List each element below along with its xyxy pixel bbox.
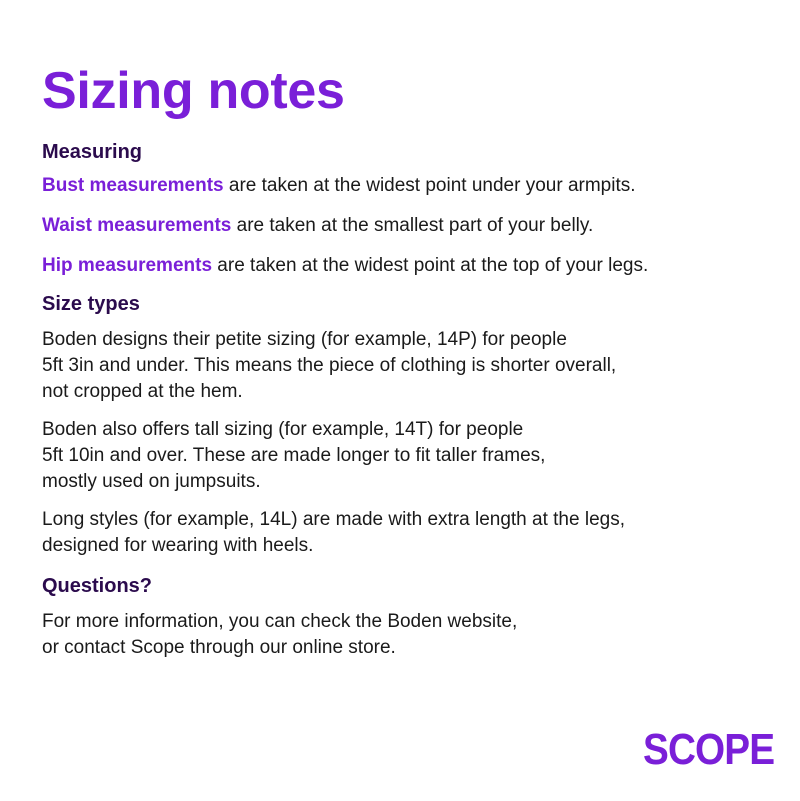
hip-measurement-note xyxy=(42,253,772,279)
tall-line: 5ft 10in and over. These are made longer to fit taller frames, xyxy=(42,445,546,466)
measuring-heading: Measuring xyxy=(42,141,143,163)
bust-term: Bust measurements xyxy=(42,175,224,196)
tall-line: Boden also offers tall sizing (for example, 14T) for people xyxy=(42,419,524,440)
scope-logo: SCOPE xyxy=(643,725,775,774)
tall-line: mostly used on jumpsuits. xyxy=(42,471,261,492)
info-line: For more information, you can check the Boden website, xyxy=(42,611,518,632)
more-info-paragraph xyxy=(42,609,772,661)
info-line: or contact Scope through our online store. xyxy=(42,637,396,658)
sizing-notes-card xyxy=(42,58,772,661)
petite-line: 5ft 3in and under. This means the piece of clothing is shorter overall, xyxy=(42,355,617,376)
petite-line: not cropped at the hem. xyxy=(42,381,243,402)
waist-description: are taken at the smallest part of your belly. xyxy=(231,215,594,236)
size-types-heading: Size types xyxy=(42,293,140,315)
tall-sizing-paragraph xyxy=(42,417,772,495)
bust-description: are taken at the widest point under your armpits. xyxy=(223,175,636,196)
bust-measurement-note xyxy=(42,173,772,199)
long-line: designed for wearing with heels. xyxy=(42,535,314,556)
petite-sizing-paragraph xyxy=(42,327,772,405)
petite-line: Boden designs their petite sizing (for example, 14P) for people xyxy=(42,329,567,350)
hip-term: Hip measurements xyxy=(42,255,213,276)
long-line: Long styles (for example, 14L) are made with extra length at the legs, xyxy=(42,509,625,530)
waist-measurement-note xyxy=(42,213,772,239)
hip-description: are taken at the widest point at the top of your legs. xyxy=(212,255,649,276)
questions-heading: Questions? xyxy=(42,575,153,597)
waist-term: Waist measurements xyxy=(42,215,232,236)
long-sizing-paragraph xyxy=(42,507,772,559)
page-title: Sizing notes xyxy=(42,62,345,120)
